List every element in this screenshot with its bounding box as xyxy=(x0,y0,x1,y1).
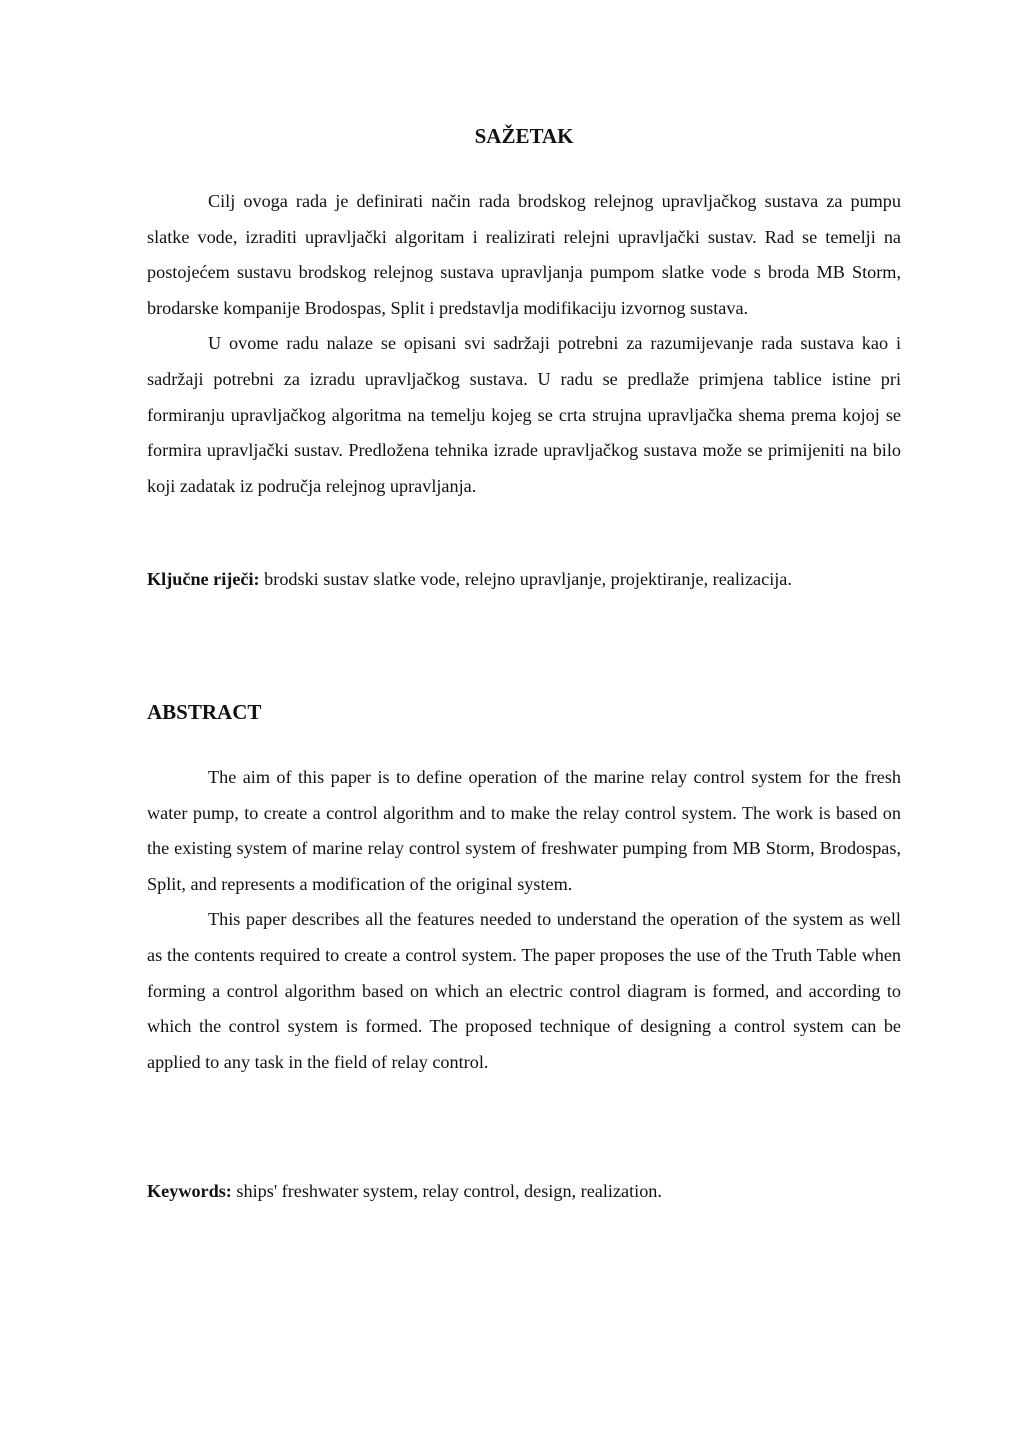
sazetak-keywords-label: Ključne riječi: xyxy=(147,569,260,589)
abstract-keywords-label: Keywords: xyxy=(147,1181,232,1201)
sazetak-title: SAŽETAK xyxy=(474,124,574,148)
abstract-title: ABSTRACT xyxy=(147,700,262,724)
abstract-keywords xyxy=(147,1179,901,1203)
abstract-heading-block xyxy=(147,700,901,724)
sazetak-body xyxy=(147,184,901,504)
sazetak-paragraph-2: U ovome radu nalaze se opisani svi sadržaji potrebni za razumijevanje rada sustava kao i sadržaji potrebni za izradu upravljačkog sustava. U radu se predlaže primjena tablice istine pri formiranju upravljačkog algoritma na temelju kojeg se crta strujna upravljačka shema prema kojoj se formira upravljački sustav. Predložena tehnika izrade upravljačkog sustava može se primijeniti na bilo koji zadatak iz područja relejnog upravljanja. xyxy=(147,333,901,496)
abstract-paragraph-2: This paper describes all the features needed to understand the operation of the system as well as the contents required to create a control system. The paper proposes the use of the Truth Table when forming a control algorithm based on which an electric control diagram is formed, and according to which the control system is formed. The proposed technique of designing a control system can be applied to any task in the field of relay control. xyxy=(147,909,901,1072)
sazetak-keywords-line xyxy=(147,567,901,591)
abstract-keywords-line xyxy=(147,1179,901,1203)
abstract-body xyxy=(147,760,901,1080)
sazetak-keywords xyxy=(147,567,901,591)
sazetak-paragraph-1: Cilj ovoga rada je definirati način rada brodskog relejnog upravljačkog sustava za pumpu slatke vode, izraditi upravljački algoritam i realizirati relejni upravljački sustav. Rad se temelji na postojećem sustavu brodskog relejnog sustava upravljanja pumpom slatke vode s broda MB Storm, brodarske kompanije Brodospas, Split i predstavlja modifikaciju izvornog sustava. xyxy=(147,191,901,318)
sazetak-keywords-text: brodski sustav slatke vode, relejno upravljanje, projektiranje, realizacija. xyxy=(259,569,792,589)
abstract-paragraph-1: The aim of this paper is to define operation of the marine relay control system for the fresh water pump, to create a control algorithm and to make the relay control system. The work is based on the existing system of marine relay control system of freshwater pumping from MB Storm, Brodospas, Split, and represents a modification of the original system. xyxy=(147,767,901,894)
abstract-keywords-text: ships' freshwater system, relay control, design, realization. xyxy=(231,1181,662,1201)
sazetak-heading-block xyxy=(147,124,901,148)
